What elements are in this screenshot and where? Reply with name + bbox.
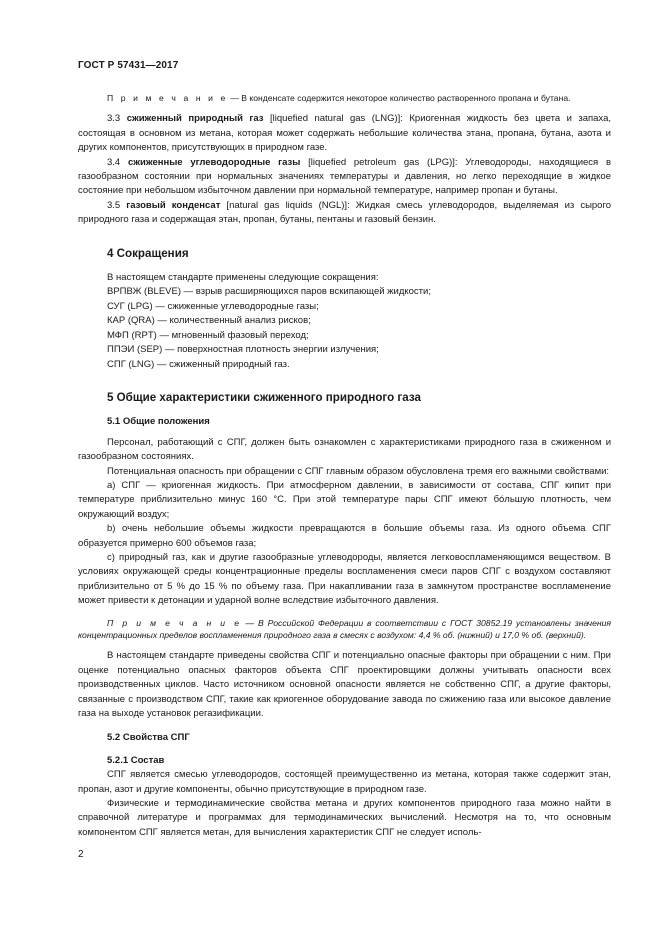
section-5-heading: 5 Общие характеристики сжиженного природного газа (107, 390, 421, 404)
list-item-a: а) СПГ — криогенная жидкость. При атмосферном давлении, в зависимости от состава, СПГ кипит при температуре приблизительно минус 160 °C. При этой температуре пары СПГ имеют бóльшую плотность, чем окружающий воздух; (78, 479, 611, 520)
document-body (78, 92, 611, 840)
note-text: — В конденсате содержится некоторое количество растворенного пропана и бутана. (227, 93, 571, 103)
paragraph: СПГ является смесью углеводородов, состоящей преимущественно из метана, которая также содержит этан, пропан, азот и другие компоненты, обычно присутствующие в природном газе. (78, 769, 611, 795)
note-condensate (78, 92, 611, 104)
document-header: ГОСТ Р 57431—2017 (78, 60, 179, 71)
term-3-5: 3.5 газовый конденсат [natural gas liquids (NGL)]: Жидкая смесь углеводородов, выделяемая из сырого природного газа и содержащая этан, пропан, бутаны, пентаны и газовый бензин. (78, 199, 611, 226)
section-4-heading: 4 Сокращения (107, 246, 189, 260)
list-item-b: b) очень небольшие объемы жидкости превращаются в большие объемы газа. Из одного объема СПГ образуется примерно 600 объемов газа; (78, 523, 611, 549)
note-label: П р и м е ч а н и е (107, 93, 228, 103)
paragraph: Физические и термодинамические свойства метана и других компонентов природного газа можно найти в справочной литературе и программах для термодинамических вычислений. Несмотря на то, что основным компонентом СПГ является метан, для вычисления характеристик СПГ не следует исполь- (78, 798, 611, 838)
page-number: 2 (78, 849, 84, 860)
note-label: П р и м е ч а н и е (107, 617, 242, 628)
abbr-item: СУГ (LPG) — сжиженные углеводородные газы; (107, 300, 319, 312)
note-text: — В Российской Федерации в соответствии с ГОСТ 30852.19 установлены значения концентрационных пределов воспламенения природного газа в смесях с воздухом: 4,4 % об. (нижний) и 17,0 % об. (верхний). (78, 617, 611, 640)
term-3-3-name: сжиженный природный газ (126, 113, 264, 125)
abbr-intro: В настоящем стандарте применены следующие сокращения: (107, 272, 379, 284)
list-item-c: с) природный газ, как и другие газообразные углеводороды, является легковоспламеняющимся веществом. В условиях окружающей среды концентрационные пределы воспламенения смеси паров СПГ с воздухом составляют приблизительно от 5 % до 15 % по объему газа. При накапливании газа в замкнутом пространстве воспламенение может привести к детонации и ударной волне вследствие избыточного давления. (78, 551, 611, 607)
term-3-4: 3.4 сжиженные углеводородные газы [liquefied petroleum gas (LPG)]: Углеводороды, находящиеся в газообразном состоянии при нормальных значениях температуры и давления, но легко переходящие в жидкое состояние при небольшом избыточном давлении при нормальной температуре, например пропан и бутаны. (78, 156, 611, 197)
paragraph: Потенциальная опасность при обращении с СПГ главным образом обусловлена тремя его важными свойствами: (107, 465, 610, 477)
note-flammability (78, 617, 611, 642)
subsection-5-2-heading: 5.2 Свойства СПГ (107, 732, 190, 744)
paragraph: В настоящем стандарте приведены свойства СПГ и потенциально опасные факторы при обращении с ним. При оценке потенциально опасных факторов объекта СПГ проектировщики должны учитывать опасности всех производственных циклов. Часто источником основной опасности является не собственно СПГ, а другие факторы, связанные с производством СПГ, такие как криогенное оборудование завода по сжижению газа или высокое давление газа на выходе установок регазификации. (78, 650, 611, 720)
paragraph: Персонал, работающий с СПГ, должен быть ознакомлен с характеристиками природного газа в сжиженном и газообразном состояниях. (78, 436, 611, 463)
term-3-5-name: газовый конденсат (126, 199, 221, 211)
abbr-item: СПГ (LNG) — сжиженный природный газ. (107, 358, 290, 370)
subsection-5-2-1-heading: 5.2.1 Состав (107, 754, 165, 766)
term-3-3: 3.3 сжиженный природный газ [liquefied natural gas (LNG)]: Криогенная жидкость без цвета и запаха, состоящая в основном из метана, которая может содержать небольшие количества этана, пропана, бутана, азота и других компонентов, присутствующих в природном газе. (78, 113, 611, 154)
abbr-item: ВРПВЖ (BLEVE) — взрыв расширяющихся паров вскипающей жидкости; (107, 286, 431, 298)
abbr-item: МФП (RPT) — мгновенный фазовый переход; (107, 329, 309, 341)
term-3-4-name: сжиженные углеводородные газы (127, 156, 301, 168)
subsection-5-1-heading: 5.1 Общие положения (107, 416, 210, 428)
abbr-item: ППЭИ (SEP) — поверхностная плотность энергии излучения; (107, 344, 379, 356)
abbr-item: КАР (QRA) — количественный анализ рисков; (107, 315, 311, 327)
